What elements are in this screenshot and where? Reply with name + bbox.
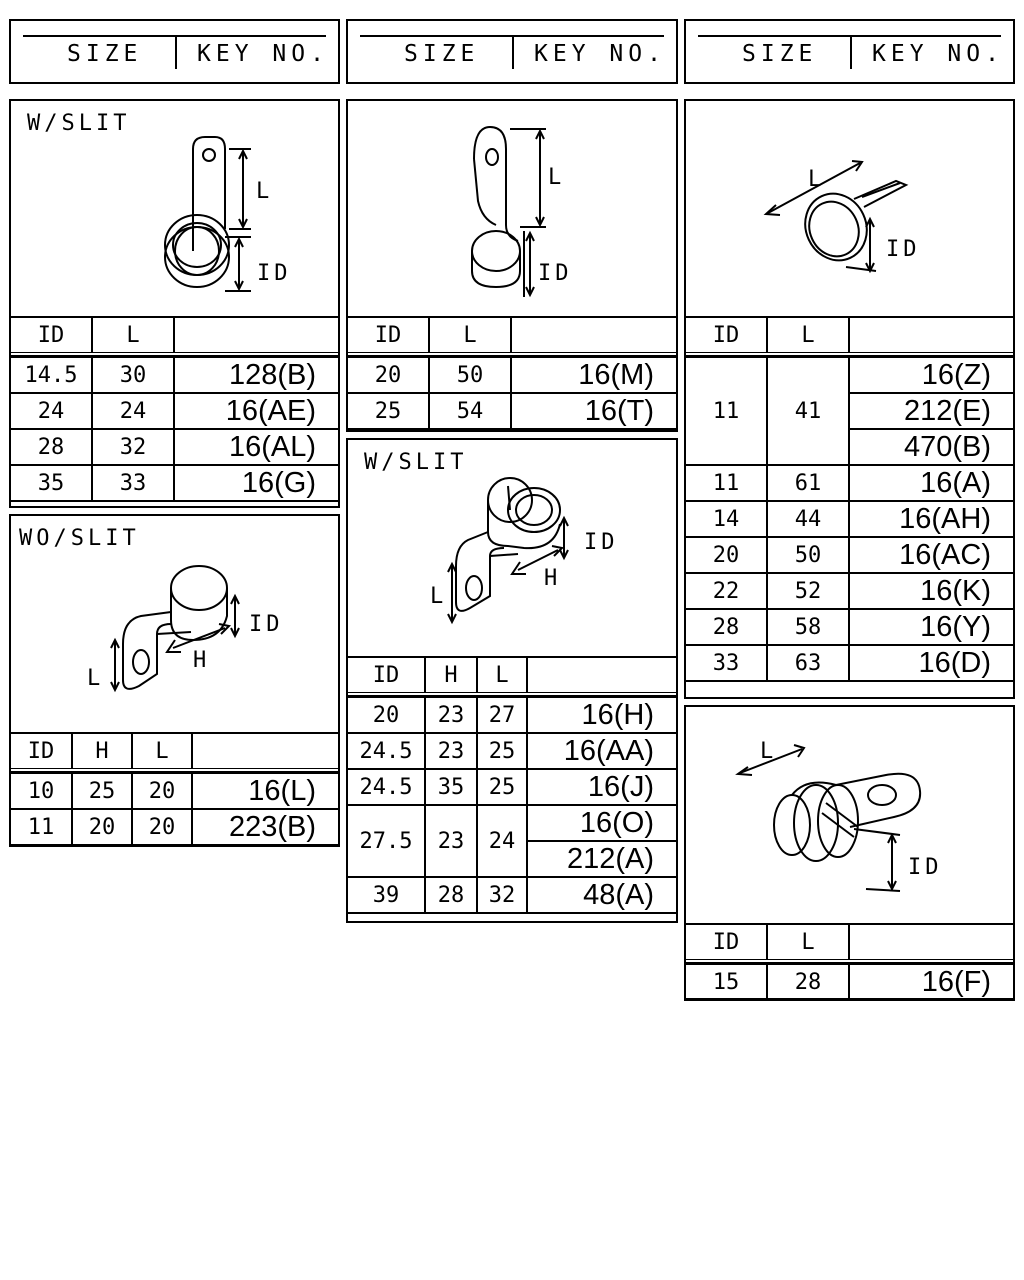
table-wslit-clip (9, 316, 340, 502)
cell-l: 28 (767, 964, 849, 1000)
cell-id: 20 (347, 697, 425, 733)
dim-h-label: H (193, 648, 211, 673)
table-row (685, 357, 1014, 393)
cell-key: 16(F) (849, 964, 1014, 1000)
key-no-label: KEY NO. (534, 41, 666, 67)
table-p-clip (346, 316, 678, 430)
panel-wslit-saddle (346, 438, 678, 923)
p-clip-drawing (348, 101, 676, 316)
cell-l: 63 (767, 645, 849, 681)
key-no-label: KEY NO. (197, 41, 329, 67)
col-key (849, 317, 1014, 354)
table-row (347, 877, 677, 913)
table-row (347, 393, 677, 429)
col-l: L (132, 733, 192, 770)
col-l: L (429, 317, 511, 354)
cell-key: 16(AL) (174, 429, 339, 465)
cell-key: 16(AH) (849, 501, 1014, 537)
table-row (347, 697, 677, 733)
cell-key: 223(B) (192, 809, 339, 845)
cell-l: 30 (92, 357, 174, 393)
dim-id-label: ID (249, 612, 284, 637)
cell-key: 16(D) (849, 645, 1014, 681)
col-h: H (425, 657, 477, 694)
cell-key: 16(J) (527, 769, 677, 805)
dim-l-label: L (256, 179, 274, 204)
cell-l: 50 (767, 537, 849, 573)
cell-h: 23 (425, 733, 477, 769)
col-id: ID (685, 924, 767, 961)
cell-id: 27.5 (347, 805, 425, 877)
dim-l-label: L (808, 167, 826, 192)
table-row (10, 393, 339, 429)
panel-woslit-clip (9, 514, 340, 847)
table-row (347, 357, 677, 393)
cell-id: 20 (685, 537, 767, 573)
header-box-2 (346, 19, 678, 84)
cell-id: 11 (10, 809, 72, 845)
panel-tag: WO/SLIT (19, 526, 140, 551)
col-key (192, 733, 339, 770)
col-id: ID (685, 317, 767, 354)
woslit-clip-drawing (11, 516, 338, 732)
cell-key: 16(O) (527, 805, 677, 841)
cell-id: 28 (10, 429, 92, 465)
table-spiral-clip (684, 923, 1015, 1001)
table-woslit-clip (9, 732, 340, 846)
cell-h: 20 (72, 809, 132, 845)
table-row (347, 769, 677, 805)
col-l: L (767, 924, 849, 961)
table-row (10, 429, 339, 465)
cell-l: 25 (477, 769, 527, 805)
panel-ring-clip (684, 99, 1015, 699)
dim-id-label: ID (538, 261, 573, 286)
cell-l: 32 (477, 877, 527, 913)
col-l: L (767, 317, 849, 354)
col-l: L (92, 317, 174, 354)
cell-id: 20 (347, 357, 429, 393)
cell-key: 212(A) (527, 841, 677, 877)
cell-id: 14 (685, 501, 767, 537)
cell-h: 23 (425, 805, 477, 877)
cell-key: 16(L) (192, 773, 339, 809)
table-row (685, 537, 1014, 573)
size-label: SIZE (67, 41, 143, 67)
col-key (511, 317, 677, 354)
cell-l: 24 (92, 393, 174, 429)
cell-key: 16(AA) (527, 733, 677, 769)
col-l: L (477, 657, 527, 694)
table-row (10, 357, 339, 393)
col-id: ID (10, 733, 72, 770)
cell-key: 212(E) (849, 393, 1014, 429)
panel-tag: W/SLIT (27, 111, 131, 136)
cell-l: 33 (92, 465, 174, 501)
cell-key: 16(Z) (849, 357, 1014, 393)
cell-l: 25 (477, 733, 527, 769)
cell-h: 23 (425, 697, 477, 733)
table-row (685, 645, 1014, 681)
table-row (347, 805, 677, 841)
dim-id-label: ID (257, 261, 292, 286)
dim-id-label: ID (886, 237, 921, 262)
cell-id: 35 (10, 465, 92, 501)
cell-id: 11 (685, 357, 767, 465)
cell-key: 16(A) (849, 465, 1014, 501)
cell-key: 16(H) (527, 697, 677, 733)
key-no-label: KEY NO. (872, 41, 1004, 67)
cell-id: 25 (347, 393, 429, 429)
table-row (10, 465, 339, 501)
col-id: ID (347, 657, 425, 694)
table-row (10, 773, 339, 809)
cell-key: 16(G) (174, 465, 339, 501)
cell-l: 20 (132, 773, 192, 809)
header-box-1 (9, 19, 340, 84)
cell-id: 24.5 (347, 733, 425, 769)
cell-key: 16(AC) (849, 537, 1014, 573)
spiral-clip-drawing (686, 707, 1013, 923)
dim-h-label: H (544, 566, 562, 591)
cell-key: 16(M) (511, 357, 677, 393)
panel-tag: W/SLIT (364, 450, 468, 475)
dim-id-label: ID (908, 855, 943, 880)
col-key (527, 657, 677, 694)
panel-spiral-clip (684, 705, 1015, 1000)
table-row (685, 609, 1014, 645)
cell-l: 24 (477, 805, 527, 877)
dim-l-label: L (548, 165, 566, 190)
cell-h: 25 (72, 773, 132, 809)
cell-key: 16(K) (849, 573, 1014, 609)
cell-l: 54 (429, 393, 511, 429)
table-row (347, 733, 677, 769)
cell-key: 470(B) (849, 429, 1014, 465)
cell-id: 39 (347, 877, 425, 913)
cell-l: 58 (767, 609, 849, 645)
cell-id: 10 (10, 773, 72, 809)
header-box-3 (684, 19, 1015, 84)
size-label: SIZE (742, 41, 818, 67)
dim-id-label: ID (584, 530, 619, 555)
col-id: ID (347, 317, 429, 354)
table-wslit-saddle (346, 656, 678, 914)
cell-h: 28 (425, 877, 477, 913)
cell-key: 48(A) (527, 877, 677, 913)
table-row (685, 465, 1014, 501)
size-label: SIZE (404, 41, 480, 67)
cell-id: 24.5 (347, 769, 425, 805)
cell-id: 15 (685, 964, 767, 1000)
wslit-saddle-drawing (348, 440, 676, 656)
col-key (174, 317, 339, 354)
cell-l: 32 (92, 429, 174, 465)
cell-id: 11 (685, 465, 767, 501)
cell-key: 16(AE) (174, 393, 339, 429)
ring-clip-drawing (686, 101, 1013, 316)
cell-h: 35 (425, 769, 477, 805)
cell-l: 20 (132, 809, 192, 845)
cell-id: 33 (685, 645, 767, 681)
cell-key: 16(T) (511, 393, 677, 429)
table-row (10, 809, 339, 845)
table-row (685, 573, 1014, 609)
cell-l: 50 (429, 357, 511, 393)
table-row (685, 501, 1014, 537)
cell-id: 22 (685, 573, 767, 609)
cell-id: 24 (10, 393, 92, 429)
panel-p-clip (346, 99, 678, 432)
col-h: H (72, 733, 132, 770)
cell-id: 28 (685, 609, 767, 645)
dim-l-label: L (87, 666, 105, 691)
cell-id: 14.5 (10, 357, 92, 393)
cell-l: 44 (767, 501, 849, 537)
cell-l: 41 (767, 357, 849, 465)
dim-l-label: L (760, 739, 778, 764)
table-row (685, 964, 1014, 1000)
col-key (849, 924, 1014, 961)
col-id: ID (10, 317, 92, 354)
cell-key: 128(B) (174, 357, 339, 393)
cell-l: 52 (767, 573, 849, 609)
panel-wslit-clip (9, 99, 340, 508)
cell-l: 61 (767, 465, 849, 501)
cell-key: 16(Y) (849, 609, 1014, 645)
dim-l-label: L (430, 584, 448, 609)
cell-l: 27 (477, 697, 527, 733)
table-ring-clip (684, 316, 1015, 682)
